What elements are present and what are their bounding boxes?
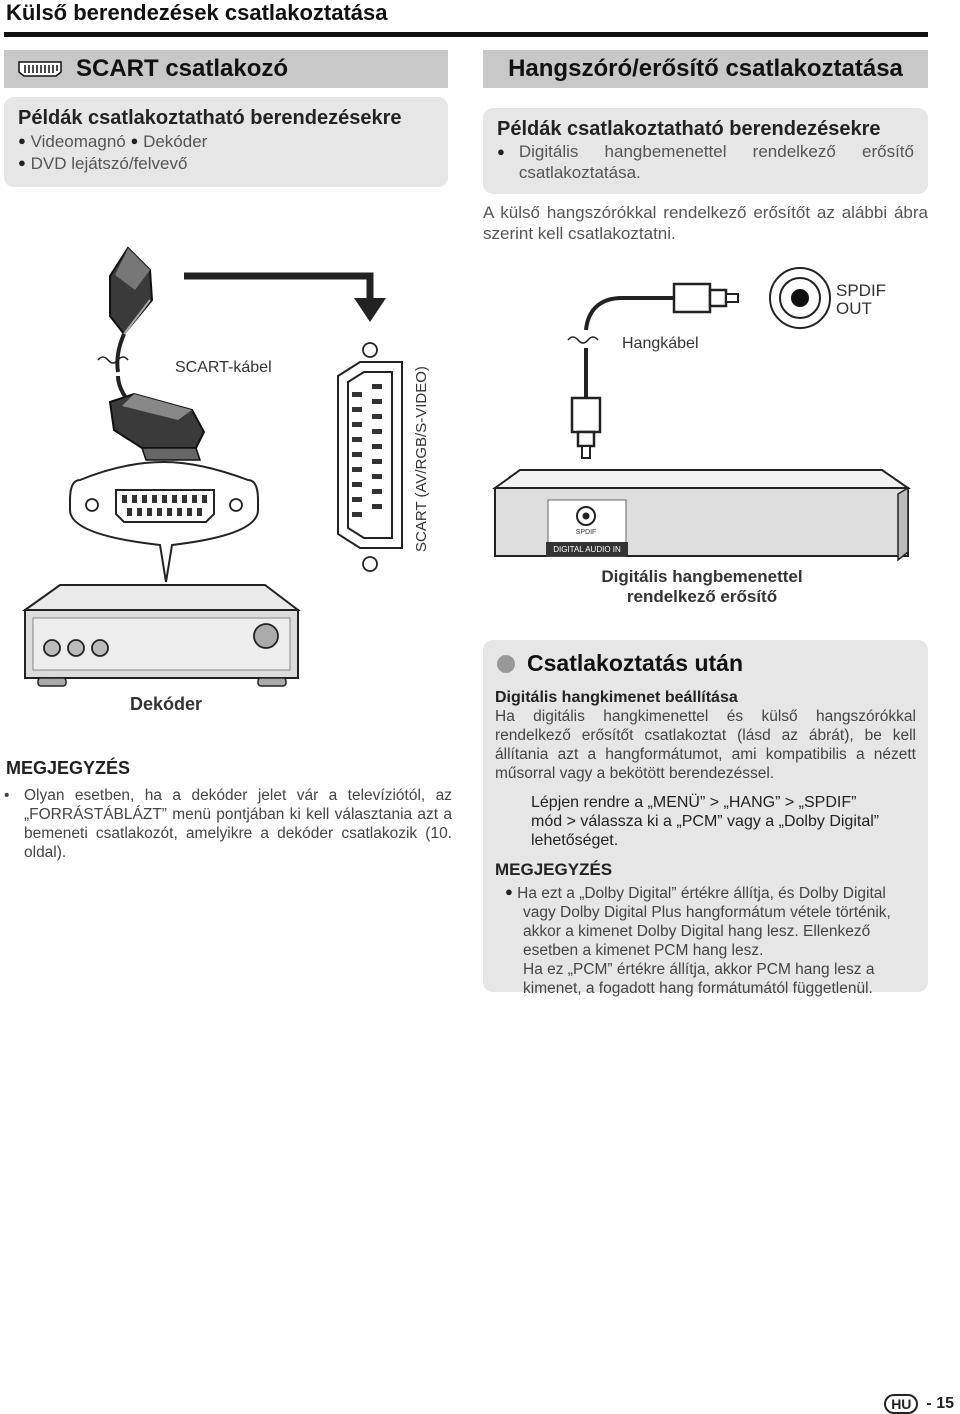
speaker-example-text1: Digitális hangbemenettel rendelkező erősítő [518,142,914,161]
amp-caption-2: rendelkező erősítő [626,587,778,606]
spdif-out-label-2: OUT [836,299,872,318]
scart-section-title: SCART csatlakozó [76,55,289,82]
page-number-text: - 15 [926,1395,954,1412]
amp-digital-audio-in-label: DIGITAL AUDIO IN [553,545,621,554]
audio-cable-label: Hangkábel [622,335,699,352]
speaker-section-title: Hangszóró/erősítő csatlakoztatása [508,55,903,82]
bullet-icon: ● [130,133,139,148]
connection-arrow [184,276,370,300]
language-badge: HU [884,1394,918,1414]
scart-plug-bottom [110,394,204,460]
title-divider [4,32,928,37]
tv-scart-terminal [338,343,402,571]
decoder-caption: Dekóder [129,694,203,714]
section-dot-icon [497,655,515,673]
speaker-example-line [497,141,914,183]
spdif-out-jack [770,268,830,328]
example-vcr: Videomagnó [30,132,126,151]
scart-connector-icon [18,61,62,77]
bullet-icon: ● [497,144,505,159]
amp-caption-1: Digitális hangbemenettel [601,567,803,586]
digital-output-body: Ha digitális hangkimenettel és külső hangszórókkal rendelkező erősítőt csatlakoztat (lásd az ábrát), be kell állítania azt a hangformátumot, ami kompatibilis a nézett műsorral vagy a bekötött berendezéssel. [495,708,916,782]
page-title: Külső berendezések csatlakoztatása [6,0,388,25]
scart-section-header [4,50,448,88]
example-dvd: DVD lejátszó/felvevő [30,154,188,173]
bullet-icon: • [4,787,10,804]
scart-cable-label: SCART-kábel [175,359,272,376]
left-note-body: Olyan esetben, ha a dekóder jelet vár a televíziótól, az „FORRÁSTÁBLÁZT” menü pontjában ki kell választania azt a bemeneti csatlakozót, amelyikre a dekóder csatlakozik (10. oldal). [24,787,452,861]
left-note-heading: MEGJEGYZÉS [6,758,131,778]
scart-examples-line1 [18,130,434,152]
scart-examples-box [4,97,448,187]
speaker-section-header [483,50,928,88]
menu-step-line3: lehetőséget. [531,832,619,849]
after-note-heading: MEGJEGYZÉS [495,860,613,879]
bullet-icon: ● [18,133,26,148]
menu-step-line2: mód > válassza ki a „PCM” vagy a „Dolby Digital” [531,813,880,830]
after-note-line5: Ha ez „PCM” értékre állítja, akkor PCM hang lesz a [523,961,875,978]
bullet-icon: ● [18,155,26,170]
speaker-examples-box [483,108,928,194]
menu-steps [531,793,916,850]
scart-plug-top [110,248,152,334]
after-note-line1: Ha ezt a „Dolby Digital” értékre állítja, és Dolby Digital [517,885,886,902]
after-note-line4: esetben a kimenet PCM hang lesz. [523,942,764,959]
spdif-out-label-1: SPDIF [836,281,887,300]
after-note-line6: kimenet, a fogadott hang formátumától függetlenül. [523,980,873,997]
page-number [884,1394,954,1414]
scart-examples-title: Példák csatlakoztatható berendezésekre [18,107,402,129]
decoder-scart-socket [70,462,258,582]
scart-port-label: SCART (AV/RGB/S-VIDEO) [413,366,430,552]
menu-step-line1: Lépjen rendre a „MENÜ” > „HANG” > „SPDIF” [531,794,857,811]
arrow-head-icon [354,298,386,322]
example-decoder: Dekóder [143,132,208,151]
left-note-text [4,786,452,862]
after-note-line2: vagy Dolby Digital Plus hangformátum vétele történik, [523,904,891,921]
speaker-examples-title: Példák csatlakoztatható berendezésekre [497,118,881,140]
scart-examples-line2 [18,152,434,174]
digital-output-subtitle: Digitális hangkimenet beállítása [495,689,738,706]
speaker-example-text2: csatlakoztatása. [518,163,641,182]
bullet-icon: ● [505,884,513,899]
after-note-line3: akkor a kimenet Dolby Digital hang lesz. Ellenkező [523,923,871,940]
decoder-device [25,585,298,686]
connection-diagram [0,240,960,714]
after-connection-box [483,640,928,997]
after-title-text: Csatlakoztatás után [527,650,744,676]
amp-spdif-label: SPDIF [575,529,597,536]
after-connection-title [495,650,916,677]
audio-cable [568,284,738,458]
speaker-intro-text: A külső hangszórókkal rendelkező erősítőt az alábbi ábra szerint kell csatlakoztatni. [483,203,928,243]
after-note [505,882,916,998]
